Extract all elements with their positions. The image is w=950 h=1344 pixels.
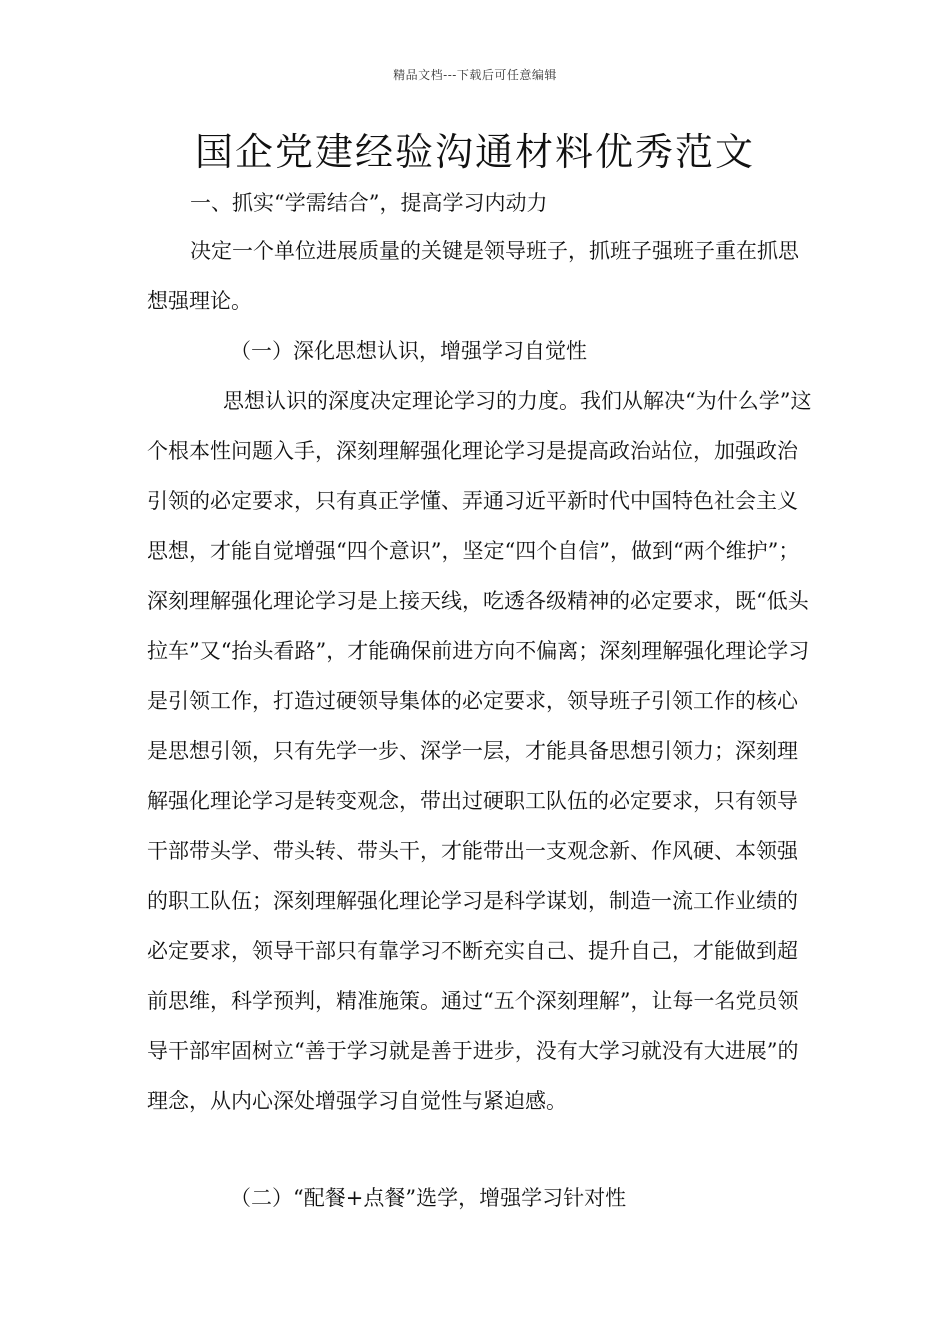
paragraph-1: 决定一个单位进展质量的关键是领导班子，抓班子强班子重在抓思想强理论。	[147, 239, 799, 313]
header-note: 精品文档---下载后可任意编辑	[393, 68, 557, 82]
subheading-1: （一）深化思想认识，增强学习自觉性	[230, 339, 587, 363]
subheading-2: （二）“配餐+点餐”选学，增强学习针对性	[230, 1186, 627, 1210]
paragraph-2: 思想认识的深度决定理论学习的力度。我们从解决“为什么学”这个根本性问题入手，深刻理解强化理论学习是提高政治站位，加强政治引领的必定要求，只有真正学懂、弄通习近平新时代中国特色社会主义思想，才能自觉增强“四个意识”，坚定“四个自信”，做到“两个维护”；深刻理解强化理论学习是上接天线，吃透各级精神的必定要求，既“低头拉车”又“抬头看路”，才能确保前进方向不偏离；深刻理解强化理论学习是引领工作，打造过硬领导集体的必定要求，领导班子引领工作的核心是思想引领，只有先学一步、深学一层，才能具备思想引领力；深刻理解强化理论学习是转变观念，带出过硬职工队伍的必定要求，只有领导干部带头学、带头转、带头干，才能带出一支观念新、作风硬、本领强的职工队伍；深刻理解强化理论学习是科学谋划，制造一流工作业绩的必定要求，领导干部只有靠学习不断充实自己、提升自己，才能做到超前思维，科学预判，精准施策。通过“五个深刻理解”，让每一名党员领导干部牢固树立“善于学习就是善于进步，没有大学习就没有大进展”的理念，从内心深处增强学习自觉性与紧迫感。	[147, 389, 812, 1113]
section-heading: 一、抓实“学需结合”，提高学习内动力	[190, 191, 548, 215]
page-title: 国企党建经验沟通材料优秀范文	[194, 130, 755, 174]
